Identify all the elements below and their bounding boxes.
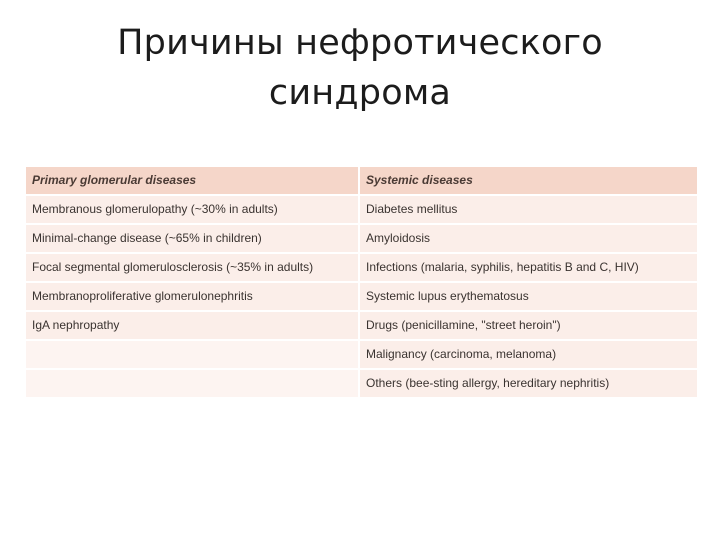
table-row	[26, 341, 697, 368]
header-primary-glomerular-diseases: Primary glomerular diseases	[26, 167, 358, 194]
table-cell-empty	[26, 370, 358, 397]
title-line-1: Причины нефротического	[117, 23, 603, 63]
title-line-2: синдрома	[268, 73, 452, 113]
table-row	[26, 225, 697, 252]
table-header-row	[26, 167, 697, 194]
table-cell: Systemic lupus erythematosus	[360, 283, 697, 310]
table-cell: Drugs (penicillamine, "street heroin")	[360, 312, 697, 339]
table-cell: Amyloidosis	[360, 225, 697, 252]
table-cell: Focal segmental glomerulosclerosis (~35% in adults)	[26, 254, 358, 281]
table-row	[26, 283, 697, 310]
table-row	[26, 254, 697, 281]
table-row	[26, 196, 697, 223]
table-row	[26, 370, 697, 397]
table-cell: Minimal-change disease (~65% in children)	[26, 225, 358, 252]
table-cell: Membranoproliferative glomerulonephritis	[26, 283, 358, 310]
slide-title	[60, 18, 660, 118]
table-cell: IgA nephropathy	[26, 312, 358, 339]
header-systemic-diseases: Systemic diseases	[360, 167, 697, 194]
table-cell-empty	[26, 341, 358, 368]
table-cell: Membranous glomerulopathy (~30% in adults)	[26, 196, 358, 223]
table-cell: Diabetes mellitus	[360, 196, 697, 223]
table-cell: Others (bee-sting allergy, hereditary nephritis)	[360, 370, 697, 397]
table-cell: Infections (malaria, syphilis, hepatitis B and C, HIV)	[360, 254, 697, 281]
causes-table	[26, 167, 697, 399]
table-row	[26, 312, 697, 339]
table-cell: Malignancy (carcinoma, melanoma)	[360, 341, 697, 368]
